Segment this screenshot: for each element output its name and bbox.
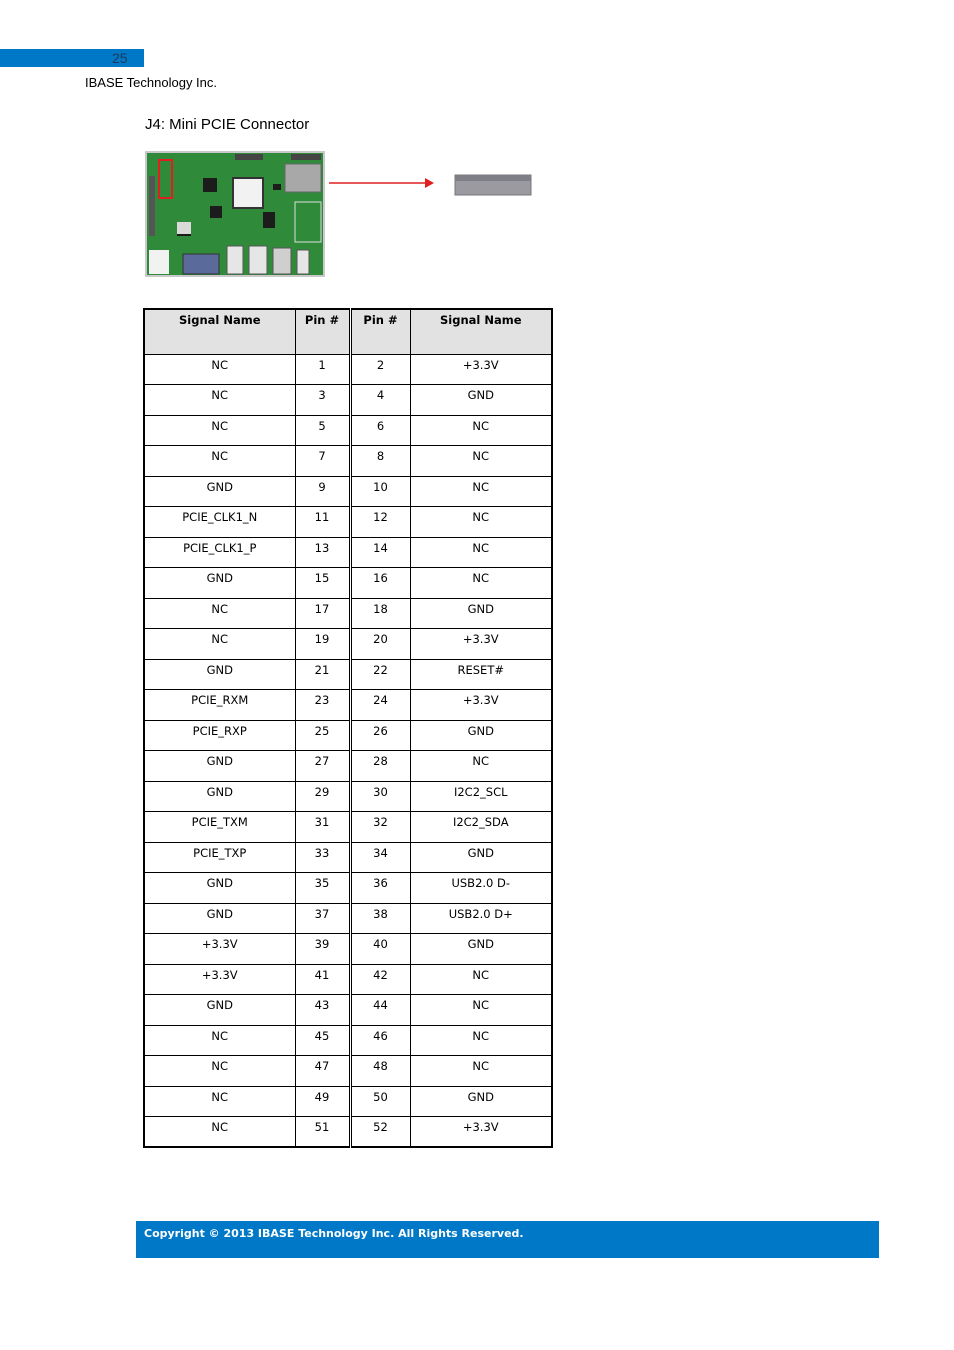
cell-pin-right: 26 [350,720,410,751]
cell-pin-right: 20 [350,629,410,660]
table-row [144,1117,552,1148]
table-row [144,1056,552,1087]
cell-signal-right: NC [410,964,552,995]
table-row [144,781,552,812]
cell-signal-right: NC [410,476,552,507]
table-row [144,629,552,660]
cell-pin-left: 11 [295,507,350,538]
section-title: J4: Mini PCIE Connector [145,116,310,133]
cell-signal-left: GND [144,873,295,904]
connector-location-figure [145,150,535,280]
cell-signal-right: NC [410,568,552,599]
cell-signal-right: NC [410,1056,552,1087]
table-row [144,507,552,538]
cell-pin-left: 7 [295,446,350,477]
table-row [144,720,552,751]
cell-pin-left: 33 [295,842,350,873]
cell-pin-left: 41 [295,964,350,995]
lan-port [273,248,291,274]
footer-bar [136,1221,879,1258]
usb-port-2 [249,246,267,274]
table-row [144,476,552,507]
table-row [144,537,552,568]
cell-signal-right: NC [410,446,552,477]
cell-signal-left: +3.3V [144,934,295,965]
cell-pin-right: 28 [350,751,410,782]
table-row [144,385,552,416]
vga-port [183,254,219,274]
pin-header [295,202,321,242]
cell-pin-right: 50 [350,1086,410,1117]
header-signal-name-right: Signal Name [410,309,552,354]
cell-pin-right: 22 [350,659,410,690]
cell-signal-left: NC [144,629,295,660]
cell-signal-left: GND [144,476,295,507]
cell-pin-right: 6 [350,415,410,446]
usb-port-1 [227,246,243,274]
cell-pin-right: 30 [350,781,410,812]
cell-signal-right: +3.3V [410,629,552,660]
mini-pcie-connector-top [455,175,531,181]
table-row [144,812,552,843]
cell-signal-left: NC [144,1025,295,1056]
cell-pin-right: 34 [350,842,410,873]
cell-signal-left: NC [144,415,295,446]
cell-signal-left: NC [144,1117,295,1148]
cell-pin-right: 24 [350,690,410,721]
header-signal-name-left: Signal Name [144,309,295,354]
cell-pin-right: 48 [350,1056,410,1087]
cell-pin-right: 10 [350,476,410,507]
cell-pin-left: 23 [295,690,350,721]
table-row [144,751,552,782]
cell-signal-left: GND [144,568,295,599]
cell-pin-right: 36 [350,873,410,904]
cell-pin-left: 21 [295,659,350,690]
cell-signal-left: GND [144,995,295,1026]
page-number: 25 [112,50,128,66]
table-row [144,598,552,629]
sd-slot [285,164,321,192]
cell-pin-right: 44 [350,995,410,1026]
header-row [235,154,263,160]
chip-small-4 [273,184,281,190]
cell-signal-right: NC [410,415,552,446]
pin-assignment-table [143,308,553,1148]
audio-port [297,250,309,274]
cell-pin-right: 18 [350,598,410,629]
cell-signal-right: NC [410,995,552,1026]
cell-pin-left: 3 [295,385,350,416]
connector-strip [149,176,155,236]
table-row [144,415,552,446]
cell-signal-right: NC [410,537,552,568]
cell-pin-right: 4 [350,385,410,416]
cell-pin-left: 9 [295,476,350,507]
cell-signal-left: PCIE_RXP [144,720,295,751]
cell-pin-left: 45 [295,1025,350,1056]
white-block [177,222,191,234]
cell-signal-left: PCIE_TXP [144,842,295,873]
cell-pin-right: 12 [350,507,410,538]
table-row [144,690,552,721]
white-corner [149,250,169,274]
table-row [144,903,552,934]
table-row [144,568,552,599]
cell-signal-right: GND [410,842,552,873]
memory-chip [203,178,217,192]
cell-pin-left: 1 [295,354,350,385]
cell-pin-left: 5 [295,415,350,446]
copyright-text: Copyright © 2013 IBASE Technology Inc. All Rights Reserved. [144,1227,524,1240]
cell-signal-left: NC [144,385,295,416]
cell-pin-left: 37 [295,903,350,934]
cell-signal-right: GND [410,720,552,751]
cell-signal-left: GND [144,659,295,690]
cell-signal-right: GND [410,385,552,416]
table-row [144,934,552,965]
chip-small-1 [210,206,222,218]
board-diagram [145,150,535,280]
cell-signal-left: GND [144,903,295,934]
cell-pin-right: 2 [350,354,410,385]
table-row [144,354,552,385]
cell-signal-right: +3.3V [410,354,552,385]
cell-pin-left: 13 [295,537,350,568]
cell-signal-right: NC [410,751,552,782]
table-row [144,873,552,904]
cell-signal-right: NC [410,507,552,538]
cell-signal-right: NC [410,1025,552,1056]
cell-signal-right: GND [410,934,552,965]
cell-pin-right: 42 [350,964,410,995]
table-row [144,1086,552,1117]
cell-signal-right: USB2.0 D+ [410,903,552,934]
table-header-row [144,309,552,354]
table-row [144,842,552,873]
cell-signal-right: GND [410,598,552,629]
cell-pin-left: 25 [295,720,350,751]
cell-pin-right: 40 [350,934,410,965]
cell-signal-left: PCIE_RXM [144,690,295,721]
cell-signal-left: +3.3V [144,964,295,995]
header-pin-left: Pin # [295,309,350,354]
table-row [144,446,552,477]
cell-signal-right: +3.3V [410,690,552,721]
cell-pin-left: 35 [295,873,350,904]
cell-signal-left: PCIE_CLK1_P [144,537,295,568]
cell-pin-left: 39 [295,934,350,965]
cell-pin-left: 49 [295,1086,350,1117]
header-row-2 [291,154,321,160]
cell-signal-right: +3.3V [410,1117,552,1148]
cell-signal-left: GND [144,751,295,782]
cell-pin-left: 31 [295,812,350,843]
cell-signal-right: GND [410,1086,552,1117]
cell-pin-right: 8 [350,446,410,477]
cell-signal-left: GND [144,781,295,812]
cell-signal-left: PCIE_TXM [144,812,295,843]
cell-signal-left: NC [144,446,295,477]
cell-signal-right: USB2.0 D- [410,873,552,904]
table-row [144,995,552,1026]
company-name: IBASE Technology Inc. [85,75,218,90]
cell-pin-left: 15 [295,568,350,599]
cell-pin-left: 27 [295,751,350,782]
cell-signal-left: NC [144,1056,295,1087]
cell-pin-left: 51 [295,1117,350,1148]
cell-pin-left: 29 [295,781,350,812]
chip-small-2 [263,212,275,228]
cell-pin-right: 52 [350,1117,410,1148]
table-row [144,964,552,995]
cell-pin-right: 38 [350,903,410,934]
cell-signal-left: NC [144,598,295,629]
cell-pin-right: 14 [350,537,410,568]
cell-signal-left: NC [144,354,295,385]
table-row [144,659,552,690]
cell-signal-right: RESET# [410,659,552,690]
cell-signal-right: I2C2_SCL [410,781,552,812]
cell-pin-left: 43 [295,995,350,1026]
cell-pin-left: 17 [295,598,350,629]
cell-signal-left: NC [144,1086,295,1117]
cell-signal-left: PCIE_CLK1_N [144,507,295,538]
cpu-chip [233,178,263,208]
cell-pin-left: 19 [295,629,350,660]
cell-pin-left: 47 [295,1056,350,1087]
header-pin-right: Pin # [350,309,410,354]
table-row [144,1025,552,1056]
cell-pin-right: 46 [350,1025,410,1056]
cell-signal-right: I2C2_SDA [410,812,552,843]
cell-pin-right: 32 [350,812,410,843]
cell-pin-right: 16 [350,568,410,599]
pointer-arrow-head [425,178,434,188]
